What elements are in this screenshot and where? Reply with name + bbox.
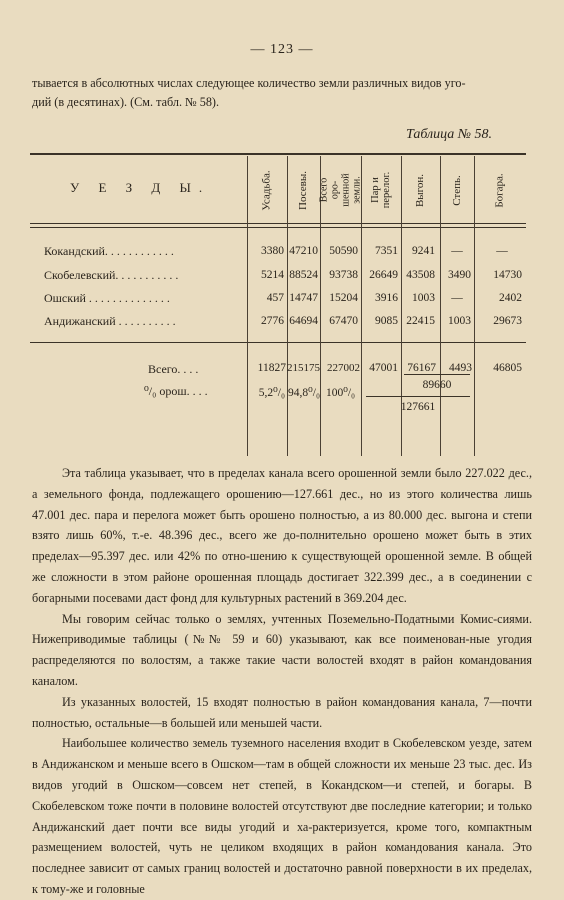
- row-label-kokand: Кокандский. . . . . . . . . . . .: [44, 244, 174, 258]
- total-cell: 47001: [369, 362, 398, 374]
- row-header: У Е З Д Ы.: [70, 180, 211, 195]
- table-cell: 93738: [329, 269, 358, 281]
- table-header-rule: [30, 223, 526, 224]
- table-cell: 88524: [289, 269, 318, 281]
- table-cell: 43508: [406, 269, 435, 281]
- table-cell: 15204: [329, 292, 358, 304]
- row-label-osh: Ошский . . . . . . . . . . . . . .: [44, 291, 170, 305]
- paragraph-1: Эта таблица указывает, что в пределах канала всего орошенной земли было 227.022 дес., а земельного фонда, подлежащего орошению—127.661 дес., но из этого количества лишь 47.001 дес. пара и перелога может быть орошено полностью, а из 80.000 дес. выгона и степи взято лишь 60%, т.-е. 48.396 дес., всего же до-полнительно орошено может быть в этих пределах—95.397 дес. или 42% по отно-шению к существующей орошенной земле. В общей же сложности в этом районе орошенная площадь достигает 322.399 дес., а в соединении с богарными посевами даст фонд для культурных растений в 369.204 дес.: [32, 466, 532, 605]
- table-cell: 22415: [406, 315, 435, 327]
- body-text: [32, 463, 532, 900]
- paragraph-4: Наибольшее количество земель туземного населения входит в Скобелевском уезде, затем в Андижанском и меньше всего в Ошском—там в общей сложности их меньше 23 тыс. дес. Из видов угодий в Ошском—совсем нет степей, в Кокандском—и степей, и богары. В Скобелевском тоже почти в половине волостей отсутствуют две последние категории; и только Андижанский дает почти все виды угодий и ха-рактеризуется, кроме того, компактным размещением волостей, чуть не целиком входящих в район командования канала. Это последнее зависит от самых границ волостей и достаточно равной поверхности в их пределах, к тому-же и головные: [32, 736, 532, 896]
- total-cell: 227002: [327, 362, 360, 374]
- table-cell: —: [451, 292, 463, 304]
- table-cell: 2776: [261, 315, 284, 327]
- column-header-pasture: Выгон.: [413, 173, 426, 207]
- total-cell: 215175: [287, 362, 320, 374]
- column-header-posevy: Посевы.: [297, 170, 310, 210]
- table-cell: 29673: [493, 315, 522, 327]
- subtotal-land-fund: 127661: [400, 401, 436, 413]
- table-cell: 1003: [448, 315, 471, 327]
- table-cell: 3916: [375, 292, 398, 304]
- table-cell: —: [451, 245, 463, 257]
- table-cell: 3490: [448, 269, 471, 281]
- table-cell: 1003: [412, 292, 435, 304]
- column-header-bogara: Богара.: [493, 172, 506, 208]
- row-label-andijan: Андижанский . . . . . . . . . .: [44, 314, 176, 328]
- table-header-rule-double: [30, 227, 526, 228]
- total-cell: 46805: [493, 362, 522, 374]
- column-header-steppe: Степь.: [450, 174, 463, 206]
- table-caption: Таблица № 58.: [406, 127, 492, 142]
- page-number: — 123 —: [250, 42, 314, 57]
- percent-cell: 5,2⁰/₀: [258, 387, 285, 399]
- percent-label: ⁰/₀ орош. . . .: [144, 384, 208, 398]
- table-cell: 14747: [289, 292, 318, 304]
- row-label-skobelev: Скобелевский. . . . . . . . . . .: [44, 268, 179, 282]
- column-header-fallow: Пар и перелог.: [370, 171, 392, 209]
- total-cell: 4493: [449, 362, 472, 374]
- subtotal-pasture-steppe: 89660: [422, 379, 452, 391]
- table-cell: 7351: [375, 245, 398, 257]
- table-cell: 64694: [289, 315, 318, 327]
- table-cell: 14730: [493, 269, 522, 281]
- total-label: Всего. . . .: [148, 362, 199, 376]
- intro-line-1: тывается в абсолютных числах следующее количество земли различных видов уго-: [32, 76, 466, 90]
- percent-cell: 100⁰/₀: [325, 387, 356, 399]
- table-cell: 5214: [261, 269, 284, 281]
- table-rows-rule: [30, 342, 526, 343]
- table-top-rule: [30, 153, 526, 155]
- column-header-usadba: Усадьба.: [260, 169, 273, 211]
- table-cell: 457: [266, 292, 284, 304]
- percent-cell: 94,8⁰/₀: [288, 387, 320, 399]
- paragraph-3: Из указанных волостей, 15 входят полностью в район командования канала, 7—почти полностью, остальные—в большей или меньшей части.: [32, 694, 532, 730]
- table-cell: 9241: [412, 245, 435, 257]
- table-cell: 67470: [329, 315, 358, 327]
- table-cell: —: [496, 245, 508, 257]
- table-cell: 2402: [499, 292, 522, 304]
- intro-line-2: дий (в десятинах). (См. табл. № 58).: [32, 95, 220, 109]
- total-cell: 11827: [257, 362, 286, 374]
- subtotal-brace: [366, 396, 470, 397]
- table-cell: 9085: [375, 315, 398, 327]
- column-header-total-irrigated: Всего оро- шенной земли.: [318, 173, 363, 207]
- subtotal-brace: [404, 374, 470, 375]
- table-cell: 47210: [289, 245, 318, 257]
- table-cell: 3380: [261, 245, 284, 257]
- table-cell: 26649: [369, 269, 398, 281]
- table-cell: 50590: [329, 245, 358, 257]
- total-cell: 76167: [407, 362, 436, 374]
- paragraph-2: Мы говорим сейчас только о землях, учтенных Поземельно-Податными Комис-сиями. Нижеприводимые таблицы (№№ 59 и 60) указывают, как все поименован-ные угодия распределяются по волостям, а также такие части волостей входят в район командования каналом.: [32, 611, 532, 688]
